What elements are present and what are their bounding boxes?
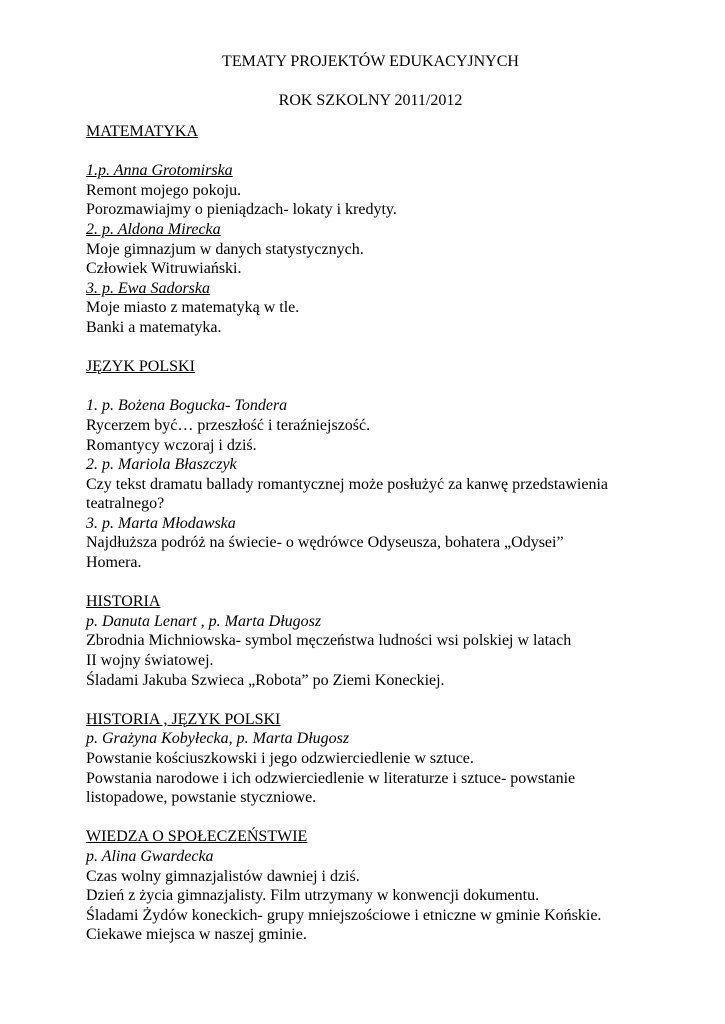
teacher-name: 2. p. Mariola Błaszczyk xyxy=(86,456,237,474)
project-topic: Czy tekst dramatu ballady romantycznej może posłużyć za kanwę przedstawienia xyxy=(86,475,609,493)
teacher-name: 3. p. Marta Młodawska xyxy=(86,514,236,532)
spacer xyxy=(86,690,686,710)
project-topic: Romantycy wczoraj i dziś. xyxy=(86,436,257,454)
teacher-name: 2. p. Aldona Mirecka xyxy=(86,220,221,238)
teacher-name: p. Danuta Lenart , p. Marta Długosz xyxy=(86,612,322,630)
document-content xyxy=(86,122,686,945)
spacer xyxy=(86,808,686,828)
project-topic: Banki a matematyka. xyxy=(86,318,222,336)
project-topic: Powstania narodowe i ich odzwierciedlenie w literaturze i sztuce- powstanie xyxy=(86,769,576,787)
spacer xyxy=(86,377,686,397)
project-topic: Śladami Żydów koneckich- grupy mniejszościowe i etniczne w gminie Końskie. xyxy=(86,906,602,924)
project-topic: Rycerzem być… przeszłość i teraźniejszość. xyxy=(86,416,371,434)
section-heading-wos: WIEDZA O SPOŁECZEŃSTWIE xyxy=(86,828,308,846)
teacher-name: 1. p. Bożena Bogucka- Tondera xyxy=(86,397,288,415)
project-topic: Zbrodnia Michniowska- symbol męczeństwa ludności wsi polskiej w latach xyxy=(86,632,572,650)
project-topic: II wojny światowej. xyxy=(86,652,214,670)
project-topic: listopadowe, powstanie styczniowe. xyxy=(86,789,317,807)
spacer xyxy=(86,573,686,593)
project-topic: Porozmawiajmy o pieniądzach- lokaty i kredyty. xyxy=(86,201,397,219)
project-topic: Czas wolny gimnazjalistów dawniej i dziś. xyxy=(86,867,360,885)
school-year: ROK SZKOLNY 2011/2012 xyxy=(278,92,463,109)
spacer xyxy=(86,338,686,358)
spacer xyxy=(86,142,686,162)
project-topic: Człowiek Witruwiański. xyxy=(86,260,242,278)
section-heading-matematyka: MATEMATYKA xyxy=(86,123,198,140)
teacher-name: 1.p. Anna Grotomirska xyxy=(86,162,233,180)
section-heading-historia-jezyk-polski: HISTORIA , JĘZYK POLSKI xyxy=(86,710,281,728)
project-topic: Homera. xyxy=(86,554,142,572)
project-topic: Remont mojego pokoju. xyxy=(86,181,242,199)
project-topic: Moje miasto z matematyką w tle. xyxy=(86,299,300,317)
project-topic: Moje gimnazjum w danych statystycznych. xyxy=(86,240,364,258)
project-topic: Śladami Jakuba Szwieca „Robota” po Ziemi Koneckiej. xyxy=(86,671,445,689)
project-topic: Ciekawe miejsca w naszej gminie. xyxy=(86,926,307,944)
teacher-name: 3. p. Ewa Sadorska xyxy=(86,279,210,297)
section-heading-jezyk-polski: JĘZYK POLSKI xyxy=(86,358,195,376)
project-topic: Dzień z życia gimnazjalisty. Film utrzymany w konwencji dokumentu. xyxy=(86,887,540,905)
project-topic: Najdłuższa podróż na świecie- o wędrówce Odyseusza, bohatera „Odysei” xyxy=(86,534,564,552)
project-topic: teatralnego? xyxy=(86,495,165,513)
teacher-name: p. Alina Gwardecka xyxy=(86,847,214,865)
section-heading-historia: HISTORIA xyxy=(86,593,161,611)
project-topic: Powstanie kościuszkowski i jego odzwierciedlenie w sztuce. xyxy=(86,750,474,767)
teacher-name: p. Grażyna Kobyłecka, p. Marta Długosz xyxy=(86,730,350,748)
document-title: TEMATY PROJEKTÓW EDUKACYJNYCH xyxy=(222,53,519,70)
